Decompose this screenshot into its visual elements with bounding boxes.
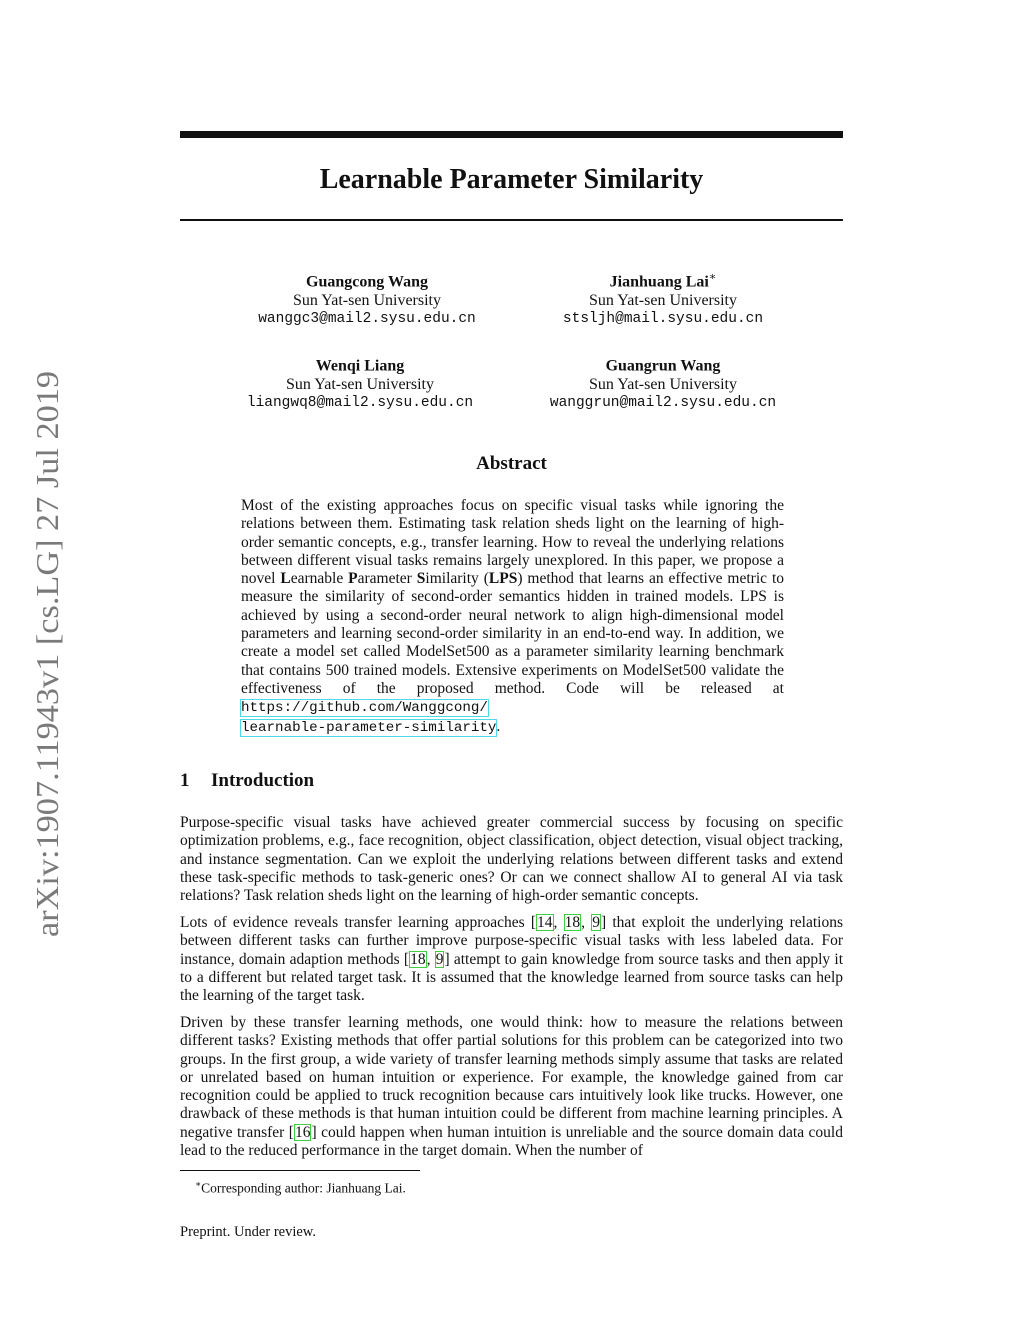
author-affiliation: Sun Yat-sen University bbox=[292, 291, 441, 309]
paper-title: Learnable Parameter Similarity bbox=[319, 164, 704, 195]
author-block bbox=[498, 268, 828, 329]
author-block bbox=[195, 352, 525, 413]
author-email: wanggc3@mail2.sysu.edu.cn bbox=[258, 311, 476, 328]
title-rule-bottom bbox=[180, 219, 843, 221]
code-repository-link[interactable]: https://github.com/Wanggcong/ bbox=[241, 700, 488, 717]
author-affiliation: Sun Yat-sen University bbox=[588, 375, 737, 393]
paragraph: Purpose-specific visual tasks have achieved greater commercial success by focusing on specific optimization problems, e.g., face recognition, object classification, object detection, visual object tracking, and instance segmentation. Can we exploit the underlying relations between different tasks and extend these task-specific methods to task-generic ones? Or can we connect shallow AI to general AI via task relations? Task relation sheds light on the learning of high-order semantic concepts. bbox=[180, 814, 843, 905]
arxiv-stamp-text: arXiv:1907.11943v1 [cs.LG] 27 Jul 2019 bbox=[30, 416, 65, 937]
citation-link[interactable]: 14 bbox=[537, 914, 553, 931]
section-heading bbox=[180, 770, 843, 792]
author-name: Guangcong Wang bbox=[306, 273, 428, 291]
author-block bbox=[202, 268, 532, 329]
citation-link[interactable]: 18 bbox=[410, 950, 426, 968]
title-rule-top bbox=[180, 131, 843, 138]
section-number: 1 bbox=[180, 770, 190, 791]
footnote-rule bbox=[180, 1170, 420, 1171]
preprint-note: Preprint. Under review. bbox=[180, 1224, 316, 1240]
corresponding-mark: ∗ bbox=[708, 271, 717, 283]
author-affiliation: Sun Yat-sen University bbox=[285, 375, 434, 393]
citation-link[interactable]: 9 bbox=[592, 914, 600, 931]
abstract-text: Most of the existing approaches focus on specific visual tasks while ignoring the relations between them. Estimating task relation sheds light on the learning of high-order semantic concepts, e.g., transfer learning. How to reveal the underlying relations between different visual tasks remains largely unexplored. In this paper, we propose a novel Learnable Parameter Similarity (LPS) method that learns an effective metric to measure the similarity of second-order semantics hidden in trained models. LPS is achieved by using a second-order neural network to align high-dimensional model parameters and learning second-order similarity in an end-to-end way. In addition, we create a model set called ModelSet500 as a parameter similarity learning benchmark that contains 500 trained models. Extensive experiments on ModelSet500 validate the effectiveness of the proposed method. Code will be released at https://github.com/Wanggcong/ learnable-parameter-similarity. bbox=[241, 497, 784, 736]
author-block bbox=[498, 352, 828, 413]
citation-link[interactable]: 9 bbox=[435, 950, 444, 968]
author-name: Wenqi Liang bbox=[315, 357, 405, 375]
author-email: wanggrun@mail2.sysu.edu.cn bbox=[549, 395, 777, 412]
abstract-heading: Abstract bbox=[476, 453, 547, 474]
arxiv-stamp bbox=[12, 365, 72, 940]
citation-link[interactable]: 16 bbox=[294, 1123, 311, 1141]
footnote: ∗Corresponding author: Jianhuang Lai. bbox=[195, 1179, 406, 1196]
author-name: Jianhuang Lai∗ bbox=[609, 271, 717, 291]
author-name: Guangrun Wang bbox=[605, 357, 721, 375]
section-title: Introduction bbox=[211, 770, 315, 791]
author-email: stsljh@mail.sysu.edu.cn bbox=[562, 311, 764, 328]
paragraph: Lots of evidence reveals transfer learning approaches [14, 18, 9] that exploit the underlying relations between different tasks can further improve purpose-specific visual tasks with less labeled data. For instance, domain adaption methods [18, 9] attempt to gain knowledge from source tasks and then apply it to a different but related target task. It is assumed that the knowledge learned from source tasks can help the learning of the target task. bbox=[180, 914, 844, 1005]
code-repository-link-cont[interactable]: learnable-parameter-similarity bbox=[241, 719, 497, 736]
author-email: liangwq8@mail2.sysu.edu.cn bbox=[246, 395, 474, 412]
footnote-mark: ∗ bbox=[195, 1179, 202, 1189]
paragraph: Driven by these transfer learning methods, one would think: how to measure the relations between different tasks? Existing methods that offer partial solutions for this problem can be categorized into two groups. In the first group, a wide variety of transfer learning methods simply assume that tasks are related or unrelated based on human intuition or experience. For example, the knowledge gained from car recognition could be applied to truck recognition because cars intuitively look like trucks. However, one drawback of these methods is that human intuition could be different from machine learning principles. A negative transfer [16] could happen when human intuition is unreliable and the source domain data could lead to the reduced performance in the target domain. When the number of bbox=[180, 1014, 843, 1160]
citation-link[interactable]: 18 bbox=[564, 914, 581, 931]
author-affiliation: Sun Yat-sen University bbox=[588, 291, 737, 309]
